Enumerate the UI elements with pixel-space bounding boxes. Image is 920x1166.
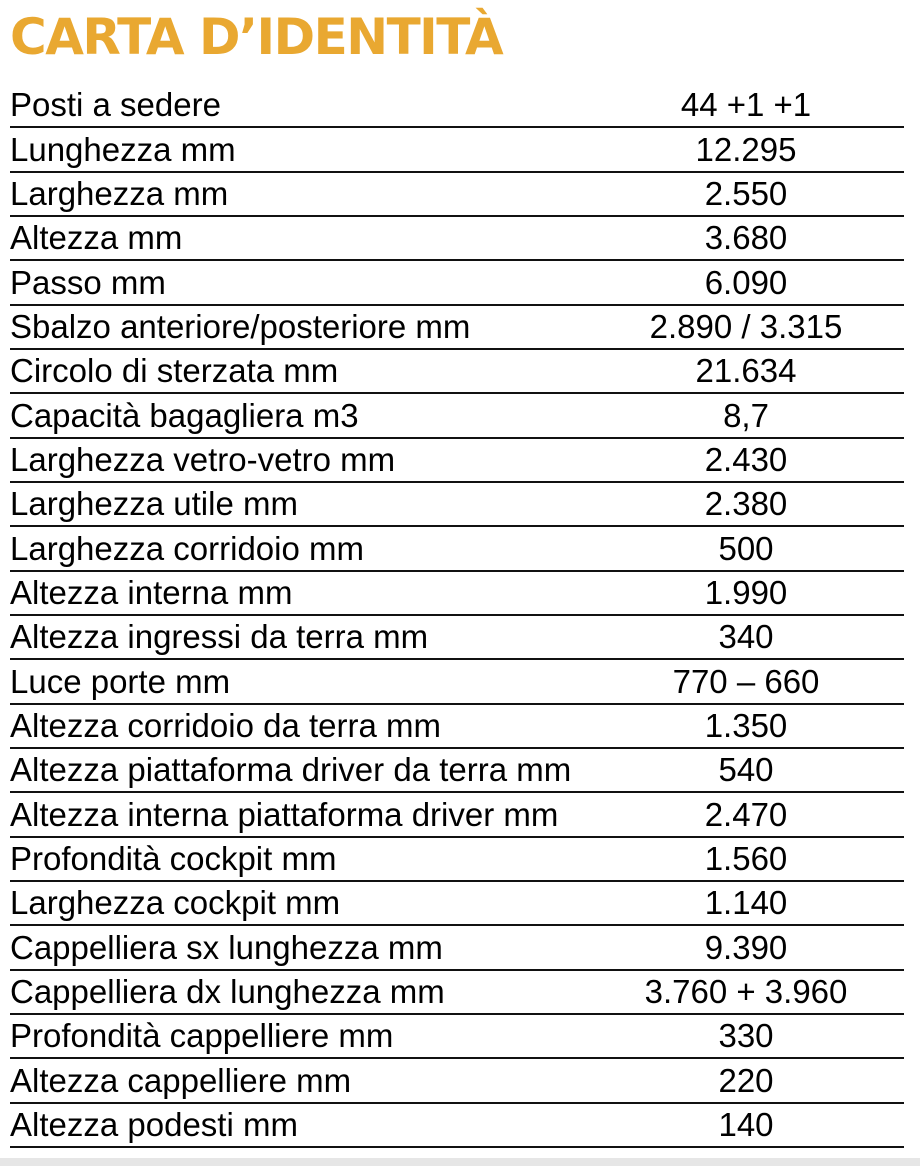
row-value: 3.760 + 3.960 <box>644 972 848 1010</box>
row-label: Larghezza utile mm <box>10 485 298 523</box>
table-row <box>10 306 904 350</box>
row-label: Cappelliera sx lunghezza mm <box>10 928 443 966</box>
row-label: Sbalzo anteriore/posteriore mm <box>10 307 471 345</box>
row-value: 1.560 <box>704 839 788 877</box>
row-label: Altezza podesti mm <box>10 1105 298 1143</box>
row-label: Larghezza cockpit mm <box>10 884 341 922</box>
row-value: 2.890 / 3.315 <box>649 307 843 345</box>
table-row <box>10 1015 904 1059</box>
table-row <box>10 483 904 527</box>
row-value: 2.380 <box>704 485 788 523</box>
row-label: Posti a sedere <box>10 86 221 124</box>
table-row <box>10 749 904 793</box>
table-row <box>10 261 904 305</box>
row-label: Altezza corridoio da terra mm <box>10 706 441 744</box>
row-value: 1.140 <box>704 884 788 922</box>
table-row <box>10 705 904 749</box>
row-label: Capacità bagagliera m3 <box>10 396 359 434</box>
table-row <box>10 84 904 128</box>
table-row <box>10 1104 904 1148</box>
row-value: 6.090 <box>704 263 788 301</box>
row-value: 1.990 <box>704 573 788 611</box>
spec-table <box>10 84 904 1148</box>
table-row <box>10 128 904 172</box>
row-value: 1.350 <box>704 706 788 744</box>
row-label: Altezza interna mm <box>10 573 293 611</box>
table-row <box>10 660 904 704</box>
row-label: Profondità cappelliere mm <box>10 1017 394 1055</box>
row-value: 770 – 660 <box>672 662 820 700</box>
table-row <box>10 971 904 1015</box>
table-row <box>10 882 904 926</box>
table-row <box>10 572 904 616</box>
row-label: Larghezza corridoio mm <box>10 529 364 567</box>
row-value: 2.550 <box>704 174 788 212</box>
row-value: 220 <box>718 1061 774 1099</box>
table-row <box>10 439 904 483</box>
row-label: Altezza piattaforma driver da terra mm <box>10 751 572 789</box>
row-label: Circolo di sterzata mm <box>10 352 339 390</box>
row-label: Cappelliera dx lunghezza mm <box>10 972 445 1010</box>
table-row <box>10 350 904 394</box>
row-value: 340 <box>718 618 774 656</box>
row-value: 44 +1 +1 <box>680 86 812 124</box>
row-label: Altezza ingressi da terra mm <box>10 618 429 656</box>
row-value: 500 <box>718 529 774 567</box>
row-label: Altezza cappelliere mm <box>10 1061 352 1099</box>
table-row <box>10 793 904 837</box>
row-label: Passo mm <box>10 263 166 301</box>
row-label: Luce porte mm <box>10 662 231 700</box>
row-value: 2.470 <box>704 795 788 833</box>
row-value: 12.295 <box>695 130 797 168</box>
row-value: 140 <box>718 1105 774 1143</box>
bottom-divider <box>0 1158 920 1166</box>
table-row <box>10 394 904 438</box>
row-value: 9.390 <box>704 928 788 966</box>
row-label: Lunghezza mm <box>10 130 236 168</box>
table-row <box>10 217 904 261</box>
row-value: 540 <box>718 751 774 789</box>
row-value: 8,7 <box>723 396 769 434</box>
table-row <box>10 926 904 970</box>
table-row <box>10 616 904 660</box>
row-value: 330 <box>718 1017 774 1055</box>
table-row <box>10 1059 904 1103</box>
row-value: 21.634 <box>695 352 797 390</box>
row-label: Larghezza mm <box>10 174 229 212</box>
row-label: Altezza interna piattaforma driver mm <box>10 795 559 833</box>
row-value: 2.430 <box>704 440 788 478</box>
row-value: 3.680 <box>704 219 788 257</box>
page-title: CARTA D’IDENTITÀ <box>10 8 503 66</box>
table-row <box>10 173 904 217</box>
table-row <box>10 838 904 882</box>
row-label: Altezza mm <box>10 219 183 257</box>
row-label: Profondità cockpit mm <box>10 839 337 877</box>
row-label: Larghezza vetro-vetro mm <box>10 440 396 478</box>
table-row <box>10 527 904 571</box>
